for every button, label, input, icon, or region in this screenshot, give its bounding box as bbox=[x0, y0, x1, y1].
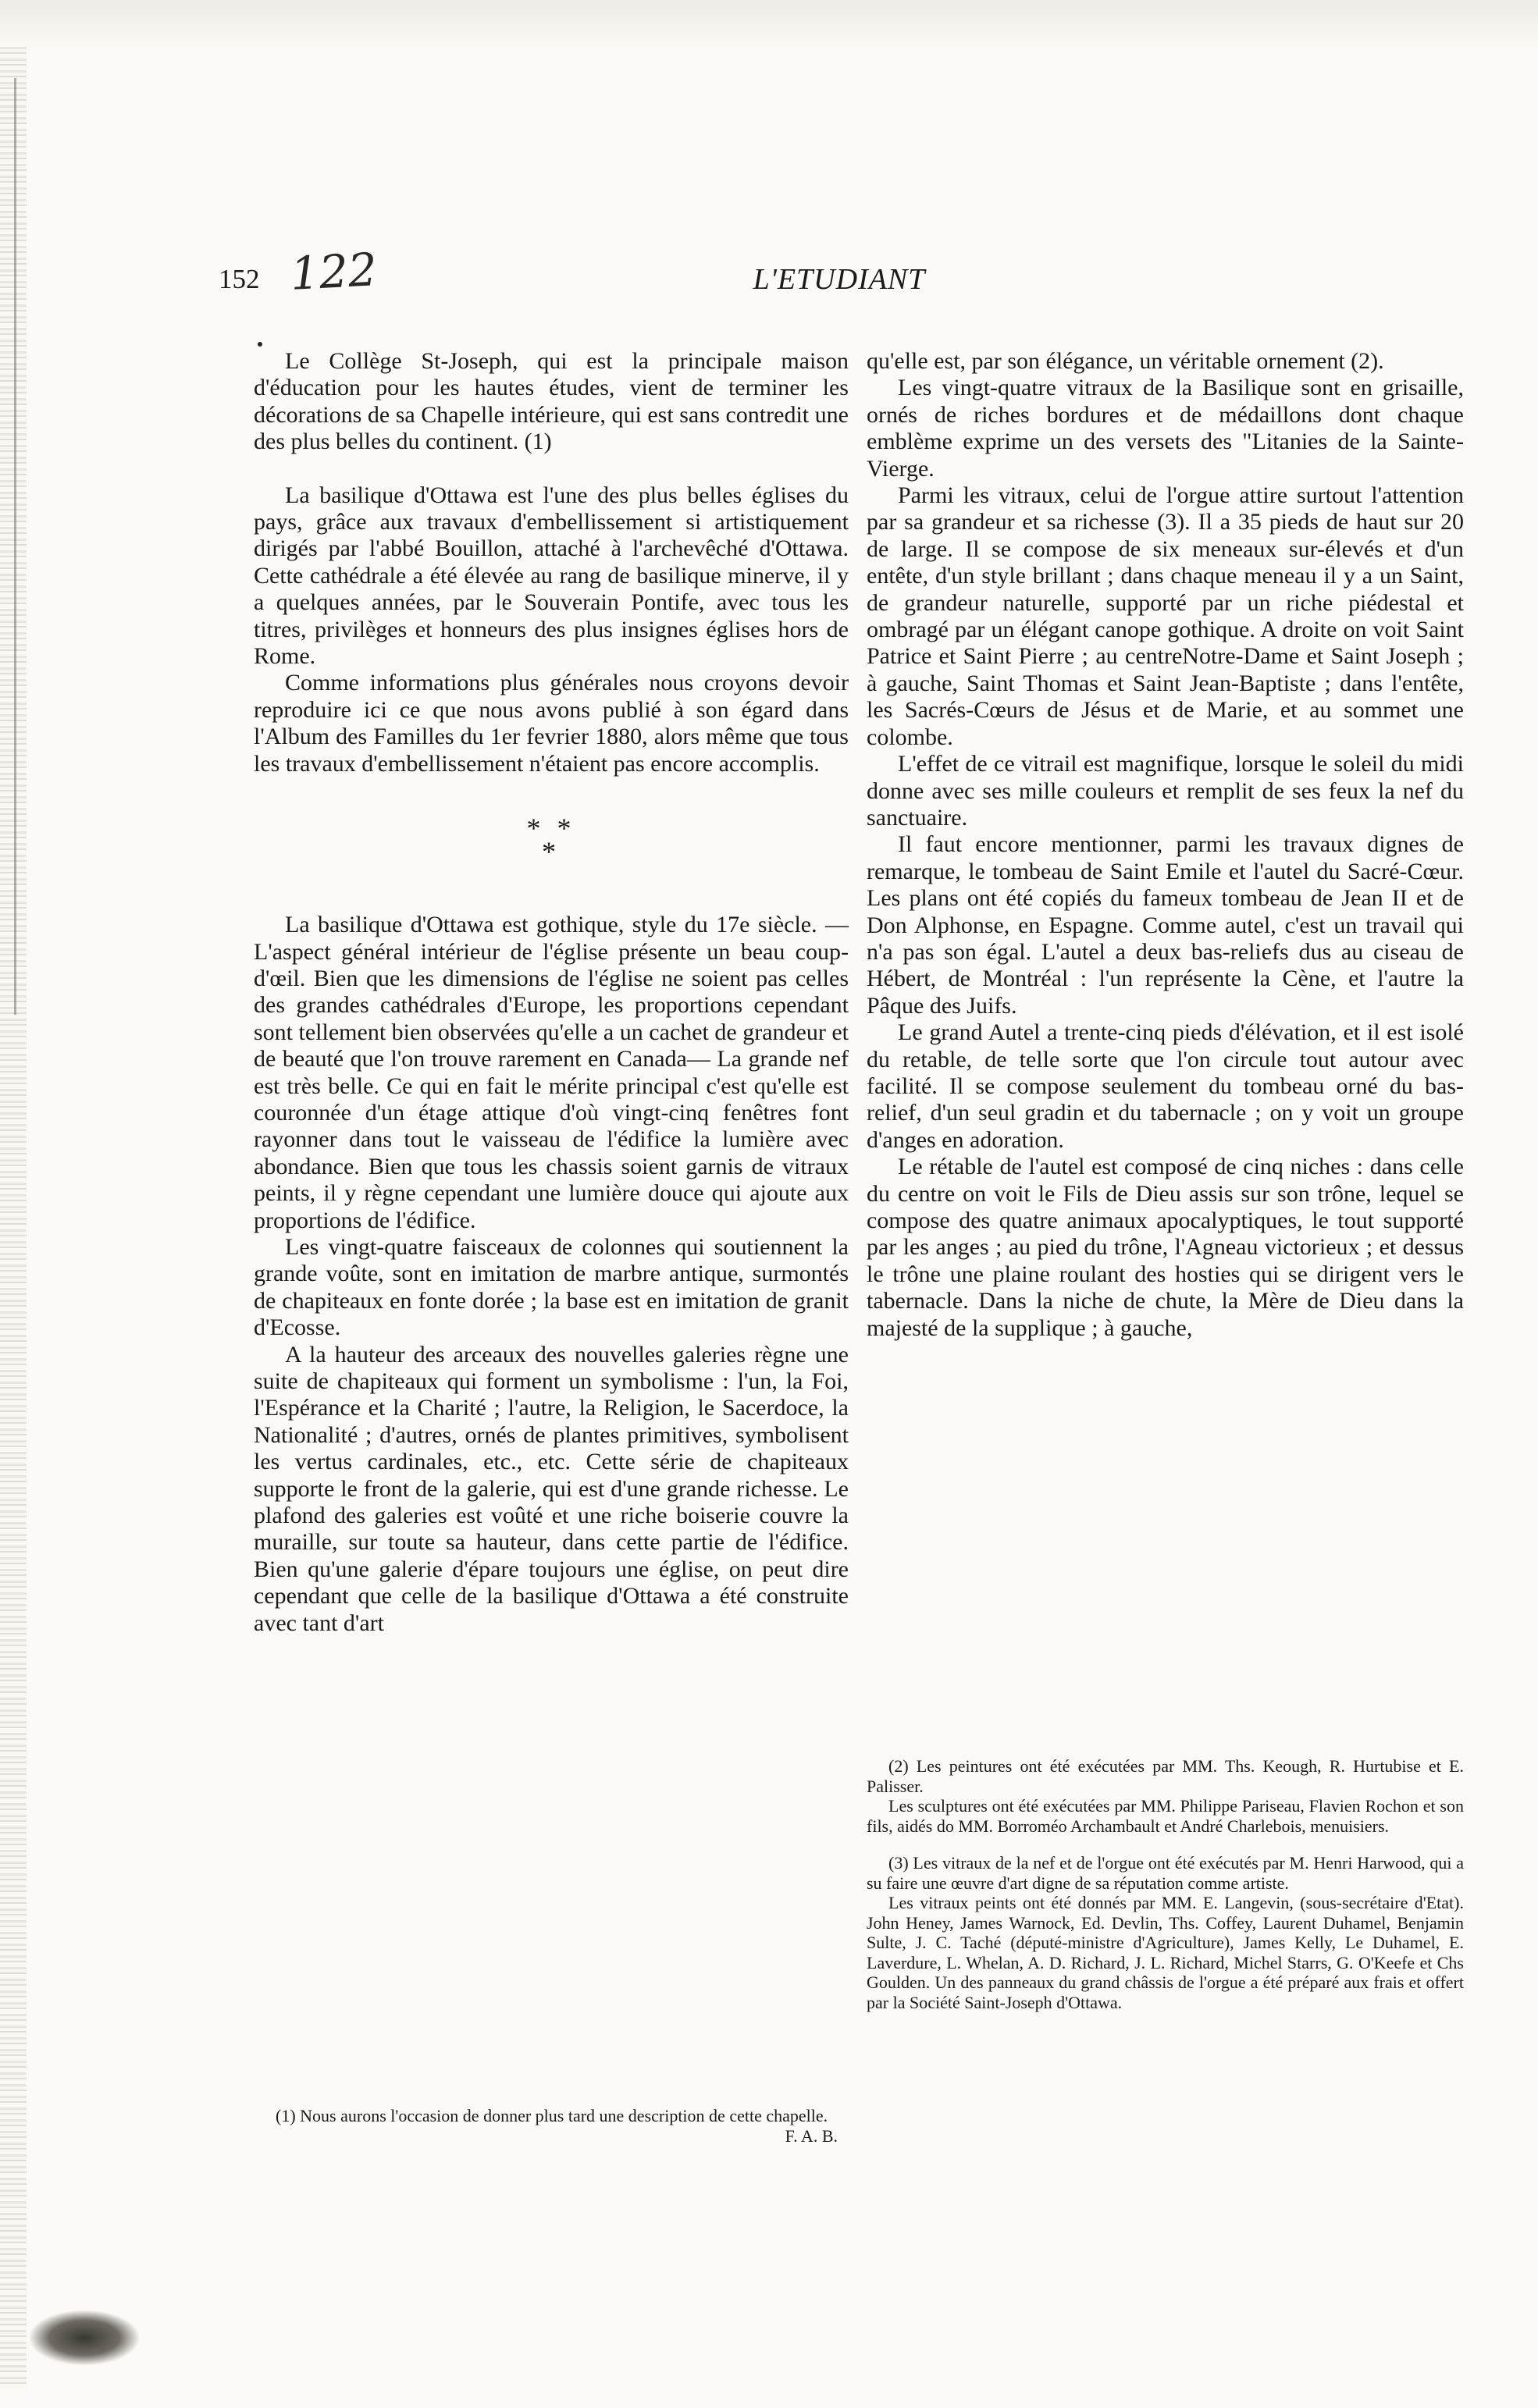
scan-left-edge bbox=[0, 47, 27, 2388]
running-title: L'ETUDIANT bbox=[753, 263, 926, 296]
scan-top-edge bbox=[0, 0, 1538, 47]
footnote-1 bbox=[254, 2106, 849, 2146]
asterism-bottom: * bbox=[542, 836, 561, 868]
right-paragraph-2: Les vingt-quatre vitraux de la Basilique sont en grisaille, ornés de riches bordures et de médaillons dont chaque emblème exprime un des versets des "Litanies de la Sainte-Vierge. bbox=[867, 375, 1464, 482]
ink-smudge bbox=[30, 2310, 139, 2365]
asterism-top: * * bbox=[526, 813, 576, 845]
page-number: 152 bbox=[219, 264, 260, 294]
handwritten-page-number: 122 bbox=[289, 243, 379, 301]
right-footnotes bbox=[867, 1756, 1464, 2029]
ink-dot bbox=[258, 342, 262, 347]
right-column bbox=[867, 348, 1464, 1342]
right-paragraph-6: Le grand Autel a trente-cinq pieds d'élévation, et il est isolé du retable, de telle sorte que l'on circule tout autour avec facilité. Il se compose seulement du tombeau orné du bas-relief, d'un seul gradin et du tabernacle ; on y voit un groupe d'anges en adoration. bbox=[867, 1019, 1464, 1153]
footnote-3-donors: Les vitraux peints ont été donnés par MM. E. Langevin, (sous-secrétaire d'Etat). John Heney, James Warnock, Ed. Devlin, Ths. Coffey, Laurent Duhamel, Benjamin Sulte, J. C. Taché (député-ministre d'Agriculture), James Kelly, Le Duhamel, E. Laverdure, L. Whelan, A. D. Richard, J. L. Richard, Michel Starrs, G. O'Keefe et Chs Goulden. Un des panneaux du grand châssis de l'orgue a été préparé aux frais et offert par la Société Saint-Joseph d'Ottawa. bbox=[867, 1893, 1464, 2012]
footnote-2-sculptures: Les sculptures ont été exécutées par MM. Philippe Pariseau, Flavien Rochon et son fils, aidés do MM. Borroméo Archambault et André Charlebois, menuisiers. bbox=[867, 1796, 1464, 1836]
footnote-3-block bbox=[867, 1853, 1464, 2012]
left-paragraph-6: A la hauteur des arceaux des nouvelles galeries règne une suite de chapiteaux qui forment un symbolisme : l'un, la Foi, l'Espérance et la Charité ; l'autre, la Religion, le Sacerdoce, la Nationalité ; d'autres, ornés de plantes primitives, symbolisent les vertus cardinales, etc., etc. Cette série de chapiteaux supporte le front de la galerie, qui est d'une grande richesse. Le plafond des galeries est voûté et une riche boiserie couvre la muraille, sur toute sa hauteur, dans cette partie de l'édifice. Bien qu'une galerie d'épare toujours une église, on peut dire cependant que celle de la basilique d'Ottawa a été construite avec tant d'art bbox=[254, 1341, 849, 1636]
footnote-2-block bbox=[867, 1756, 1464, 1836]
asterism bbox=[254, 813, 849, 868]
left-paragraph-3: Comme informations plus générales nous croyons devoir reproduire ici ce que nous avons publié à son égard dans l'Album des Familles du 1er fevrier 1880, alors même que tous les travaux d'embellissement n'étaient pas encore accomplis. bbox=[254, 670, 849, 777]
page-header bbox=[219, 243, 1460, 306]
left-column bbox=[254, 348, 849, 1637]
footnote-3: (3) Les vitraux de la nef et de l'orgue ont été exécutés par M. Henri Harwood, qui a su faire une œuvre d'art digne de sa réputation comme artiste. bbox=[867, 1853, 1464, 1893]
right-paragraph-7: Le rétable de l'autel est composé de cinq niches : dans celle du centre on voit le Fils de Dieu assis sur son trône, lequel se compose des quatre animaux apocalyptiques, le tout supporté par les anges ; au pied du trône, l'Agneau victorieux ; et dessus le trône une plaine roulant des hosties qui se dirigent vers le tabernacle. Dans la niche de chute, la Mère de Dieu dans la majesté de la supplique ; à gauche, bbox=[867, 1154, 1464, 1341]
left-paragraph-2: La basilique d'Ottawa est l'une des plus belles églises du pays, grâce aux travaux d'embellissement si artistiquement dirigés par l'abbé Bouillon, attaché à l'archevêché d'Ottawa. Cette cathédrale a été élevée au rang de basilique minerve, il y a quelques années, par le Souverain Pontife, avec tous les titres, privilèges et honneurs des plus insignes églises hors de Rome. bbox=[254, 482, 849, 670]
scan-binding-line bbox=[14, 78, 16, 1015]
footnote-1-signature: F. A. B. bbox=[785, 2125, 838, 2146]
footnote-1-text: (1) Nous aurons l'occasion de donner plus tard une description de cette chapelle. bbox=[276, 2106, 828, 2125]
left-paragraph-1: Le Collège St-Joseph, qui est la principale maison d'éducation pour les hautes études, vient de terminer les décorations de sa Chapelle intérieure, qui est sans contredit une des plus belles du continent. (1) bbox=[254, 348, 849, 455]
right-paragraph-5: Il faut encore mentionner, parmi les travaux dignes de remarque, le tombeau de Saint Emile et l'autel du Sacré-Cœur. Les plans ont été copiés du fameux tombeau de Jean II et de Don Alphonse, en Espagne. Comme autel, c'est un travail qui n'a pas son égal. L'autel a deux bas-reliefs dus au ciseau de Hébert, de Montréal : l'un représente la Cène, et l'autre la Pâque des Juifs. bbox=[867, 831, 1464, 1019]
left-footnotes bbox=[254, 2106, 849, 2146]
left-paragraph-4: La basilique d'Ottawa est gothique, style du 17e siècle. — L'aspect général intérieur de l'église présente un beau coup-d'œil. Bien que les dimensions de l'église ne soient pas celles des grandes cathédrales d'Europe, les proportions cependant sont tellement bien observées qu'elle a un cachet de grandeur et de beauté que l'on trouve rarement en Canada— La grande nef est très belle. Ce qui en fait le mérite principal c'est qu'elle est couronnée d'un étage attique d'où vingt-cinq fenêtres font rayonner dans tout le vaisseau de l'édifice la lumière avec abondance. Bien que tous les chassis soient garnis de vitraux peints, il y règne cependant une lumière douce qui ajoute aux proportions de l'édifice. bbox=[254, 912, 849, 1233]
right-paragraph-1: qu'elle est, par son élégance, un véritable ornement (2). bbox=[867, 348, 1384, 374]
right-paragraph-4: L'effet de ce vitrail est magnifique, lorsque le soleil du midi donne avec ses mille couleurs et remplit de ses feux la nef du sanctuaire. bbox=[867, 751, 1464, 831]
footnote-2: (2) Les peintures ont été exécutées par MM. Ths. Keough, R. Hurtubise et E. Palisser. bbox=[867, 1756, 1464, 1796]
right-paragraph-3: Parmi les vitraux, celui de l'orgue attire surtout l'attention par sa grandeur et sa richesse (3). Il a 35 pieds de haut sur 20 de large. Il se compose de six meneaux sur-élevés et d'un entête, d'un style brillant ; dans chaque meneau il y a un Saint, de grandeur naturelle, supporté par un riche piédestal et ombragé par un élégant canope gothique. A droite on voit Saint Patrice et Saint Pierre ; au centreNotre-Dame et Saint Joseph ; à gauche, Saint Thomas et Saint Jean-Baptiste ; dans l'entête, les Sacrés-Cœurs de Jésus et de Marie, et au sommet une colombe. bbox=[867, 482, 1464, 750]
left-paragraph-5: Les vingt-quatre faisceaux de colonnes qui soutiennent la grande voûte, sont en imitation de marbre antique, surmontés de chapiteaux en fonte dorée ; la base est en imitation de granit d'Ecosse. bbox=[254, 1233, 849, 1341]
